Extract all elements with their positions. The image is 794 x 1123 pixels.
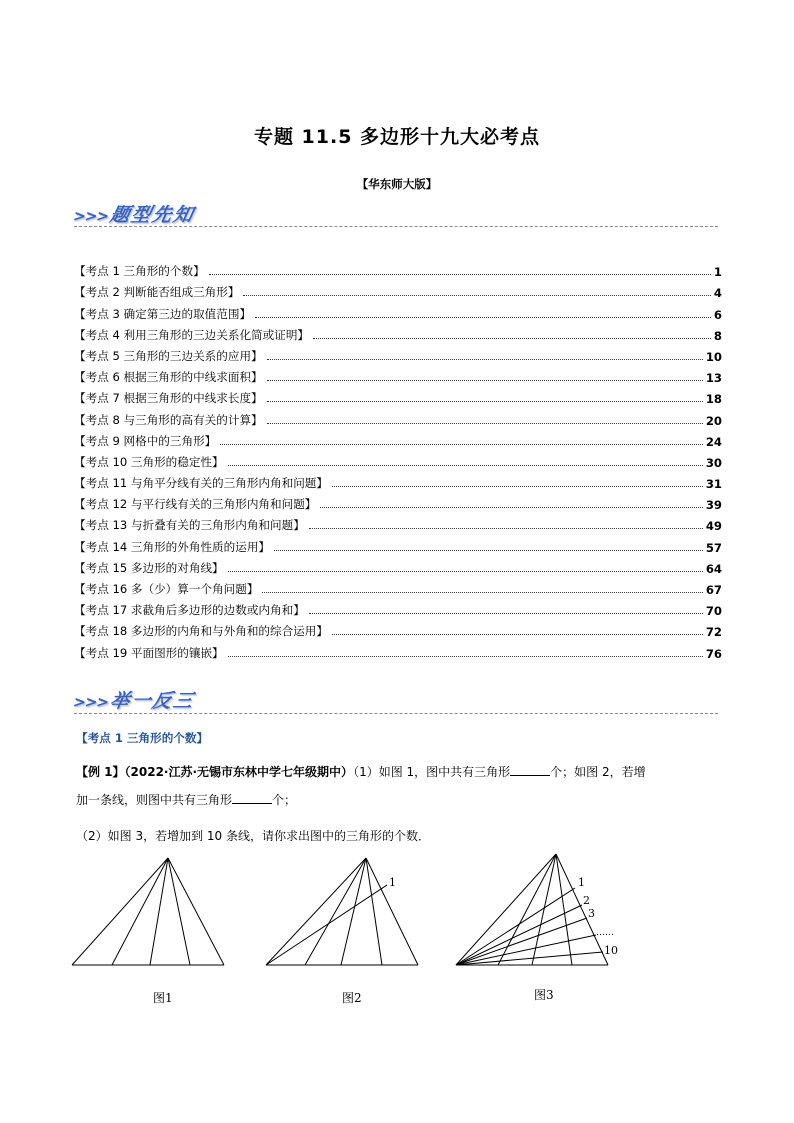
toc-item[interactable] [74, 555, 722, 576]
fig3-label-2: 2 [583, 894, 590, 907]
fig3-cevian [556, 854, 572, 965]
toc-item-label: 【考点 1 三角形的个数】 [74, 264, 205, 279]
toc-item[interactable] [74, 618, 722, 639]
toc-item[interactable] [74, 491, 722, 512]
toc-leader-dots [255, 317, 711, 318]
toc-item-page: 8 [713, 328, 722, 343]
toc-leader-dots [267, 359, 703, 360]
toc-item-page: 39 [705, 498, 722, 513]
fig2-side [366, 858, 418, 965]
answer-blank-2[interactable] [232, 791, 272, 804]
toc-item-label: 【考点 14 三角形的外角性质的运用】 [74, 539, 271, 554]
fig2-added-line [266, 885, 387, 965]
toc-item-page: 4 [713, 286, 722, 301]
table-of-contents [74, 258, 722, 661]
toc-item[interactable] [74, 639, 722, 660]
fig1-cevian [112, 858, 168, 965]
fig3-cevian [532, 854, 556, 965]
toc-leader-dots [262, 592, 702, 593]
toc-item-label: 【考点 17 求截角后多边形的边数或内角和】 [74, 603, 305, 618]
section-heading: 【考点 1 三角形的个数】 [76, 731, 209, 745]
page-title: 专题 11.5 多边形十九大必考点 [253, 126, 541, 148]
example-question-1 [76, 758, 722, 814]
fig3-line-1 [456, 888, 575, 965]
toc-leader-dots [332, 486, 703, 487]
toc-item-label: 【考点 13 与折叠有关的三角形内角和问题】 [74, 518, 305, 533]
toc-item[interactable] [74, 322, 722, 343]
toc-item-page: 31 [705, 477, 722, 492]
toc-item-label: 【考点 4 利用三角形的三边关系化简或证明】 [74, 327, 310, 342]
toc-item-label: 【考点 11 与角平分线有关的三角形内角和问题】 [74, 476, 328, 491]
toc-item-label: 【考点 2 判断能否组成三角形】 [74, 285, 240, 300]
toc-item[interactable] [74, 428, 722, 449]
fig3-side [456, 854, 556, 965]
toc-item[interactable] [74, 470, 722, 491]
toc-leader-dots [267, 380, 703, 381]
fig3-label-10: 10 [604, 944, 618, 957]
fig1-side [168, 858, 224, 965]
toc-item-page: 72 [705, 625, 722, 640]
fig3-label-1: 1 [578, 876, 585, 889]
toc-leader-dots [274, 550, 703, 551]
fig3-label-3: 3 [588, 907, 595, 920]
question-1-part-c: 加一条线，则图中共有三角形 [76, 793, 233, 807]
divider [74, 226, 718, 227]
fig2-cevian [341, 858, 366, 965]
fig3-label-ellipsis: …… [596, 928, 614, 938]
fig1-caption: 图1 [153, 991, 173, 1005]
example-source: （2022·江苏·无锡市东林中学七年级期中） [124, 765, 354, 779]
toc-banner [71, 200, 197, 227]
toc-item-page: 10 [705, 349, 722, 364]
toc-item-label: 【考点 6 根据三角形的中线求面积】 [74, 370, 263, 385]
fig3-line-10 [456, 952, 603, 965]
toc-item-page: 1 [713, 265, 722, 280]
toc-item[interactable] [74, 533, 722, 554]
toc-item-label: 【考点 3 确定第三边的取值范围】 [74, 306, 252, 321]
fig2-line-label: 1 [389, 876, 396, 889]
question-1-part-a: （1）如图 1，图中共有三角形 [353, 765, 511, 779]
fig3-line-2 [456, 905, 582, 965]
question-1-part-d: 个； [272, 793, 297, 807]
toc-item-label: 【考点 16 多（少）算一个角问题】 [74, 582, 259, 596]
toc-leader-dots [309, 528, 703, 529]
figure-3 [456, 854, 608, 965]
toc-item[interactable] [74, 385, 722, 406]
example-tag: 【例 1】 [76, 765, 125, 779]
toc-leader-dots [267, 401, 703, 402]
toc-item-page: 30 [705, 455, 722, 470]
toc-item[interactable] [74, 343, 722, 364]
toc-item-label: 【考点 18 多边形的内角和与外角和的综合运用】 [74, 624, 328, 639]
toc-item[interactable] [74, 258, 722, 279]
toc-item[interactable] [74, 597, 722, 618]
toc-item-page: 67 [705, 583, 722, 597]
edition-subtitle: 【华东师大版】 [356, 177, 438, 191]
toc-leader-dots [209, 274, 711, 275]
toc-leader-dots [228, 465, 703, 466]
toc-item-page: 70 [705, 604, 722, 619]
toc-item-label: 【考点 19 平面图形的镶嵌】 [74, 645, 224, 660]
fig2-side [266, 858, 366, 965]
banner-arrows-icon: >>> [71, 693, 111, 711]
toc-item[interactable] [74, 364, 722, 385]
toc-item[interactable] [74, 576, 722, 597]
banner-arrows-icon: >>> [71, 207, 111, 225]
toc-item-label: 【考点 15 多边形的对角线】 [74, 560, 224, 575]
figure-2 [266, 858, 418, 965]
answer-blank-1[interactable] [510, 763, 550, 776]
toc-item-page: 6 [713, 307, 722, 322]
toc-item[interactable] [74, 449, 722, 470]
toc-item[interactable] [74, 279, 722, 300]
question-1-part-b: 个；如图 2，若增 [550, 765, 646, 779]
fig1-cevian [168, 858, 190, 965]
figure-1 [72, 858, 224, 965]
fig3-side [556, 854, 608, 965]
examples-banner-label: 举一反三 [108, 690, 197, 712]
fig1-cevian [150, 858, 168, 965]
toc-item-page: 64 [705, 561, 722, 576]
toc-leader-dots [243, 295, 710, 296]
toc-item[interactable] [74, 300, 722, 321]
toc-item-label: 【考点 7 根据三角形的中线求长度】 [74, 391, 263, 406]
toc-leader-dots [332, 634, 703, 635]
fig3-cevian [498, 854, 556, 965]
toc-item-label: 【考点 5 三角形的三边关系的应用】 [74, 348, 263, 363]
toc-banner-label: 题型先知 [108, 204, 197, 226]
fig1-side [72, 858, 168, 965]
fig3-caption: 图3 [534, 988, 554, 1002]
toc-leader-dots [228, 656, 703, 657]
fig2-cevian [366, 858, 382, 965]
fig3-line-3 [456, 918, 587, 965]
toc-leader-dots [320, 507, 702, 508]
toc-item-label: 【考点 10 三角形的稳定性】 [74, 454, 224, 469]
toc-item-page: 76 [705, 646, 722, 661]
toc-item[interactable] [74, 406, 722, 427]
toc-item[interactable] [74, 512, 722, 533]
toc-leader-dots [309, 613, 703, 614]
toc-item-page: 18 [705, 392, 722, 407]
toc-item-label: 【考点 9 网格中的三角形】 [74, 433, 217, 448]
example-question-2: （2）如图 3，若增加到 10 条线，请你求出图中的三角形的个数． [76, 829, 430, 843]
fig2-cevian [305, 858, 366, 965]
toc-item-page: 57 [705, 540, 722, 555]
toc-item-label: 【考点 8 与三角形的高有关的计算】 [74, 412, 263, 427]
fig2-caption: 图2 [342, 991, 362, 1005]
examples-banner [71, 686, 197, 713]
toc-leader-dots [313, 338, 711, 339]
toc-item-page: 13 [705, 371, 722, 386]
fig3-line [456, 935, 596, 965]
toc-leader-dots [220, 444, 703, 445]
toc-leader-dots [267, 423, 703, 424]
toc-item-page: 24 [705, 434, 722, 449]
divider [74, 713, 718, 714]
toc-leader-dots [228, 571, 703, 572]
toc-item-page: 49 [705, 519, 722, 534]
toc-item-page: 20 [705, 413, 722, 428]
toc-item-label: 【考点 12 与平行线有关的三角形内角和问题】 [74, 497, 317, 512]
